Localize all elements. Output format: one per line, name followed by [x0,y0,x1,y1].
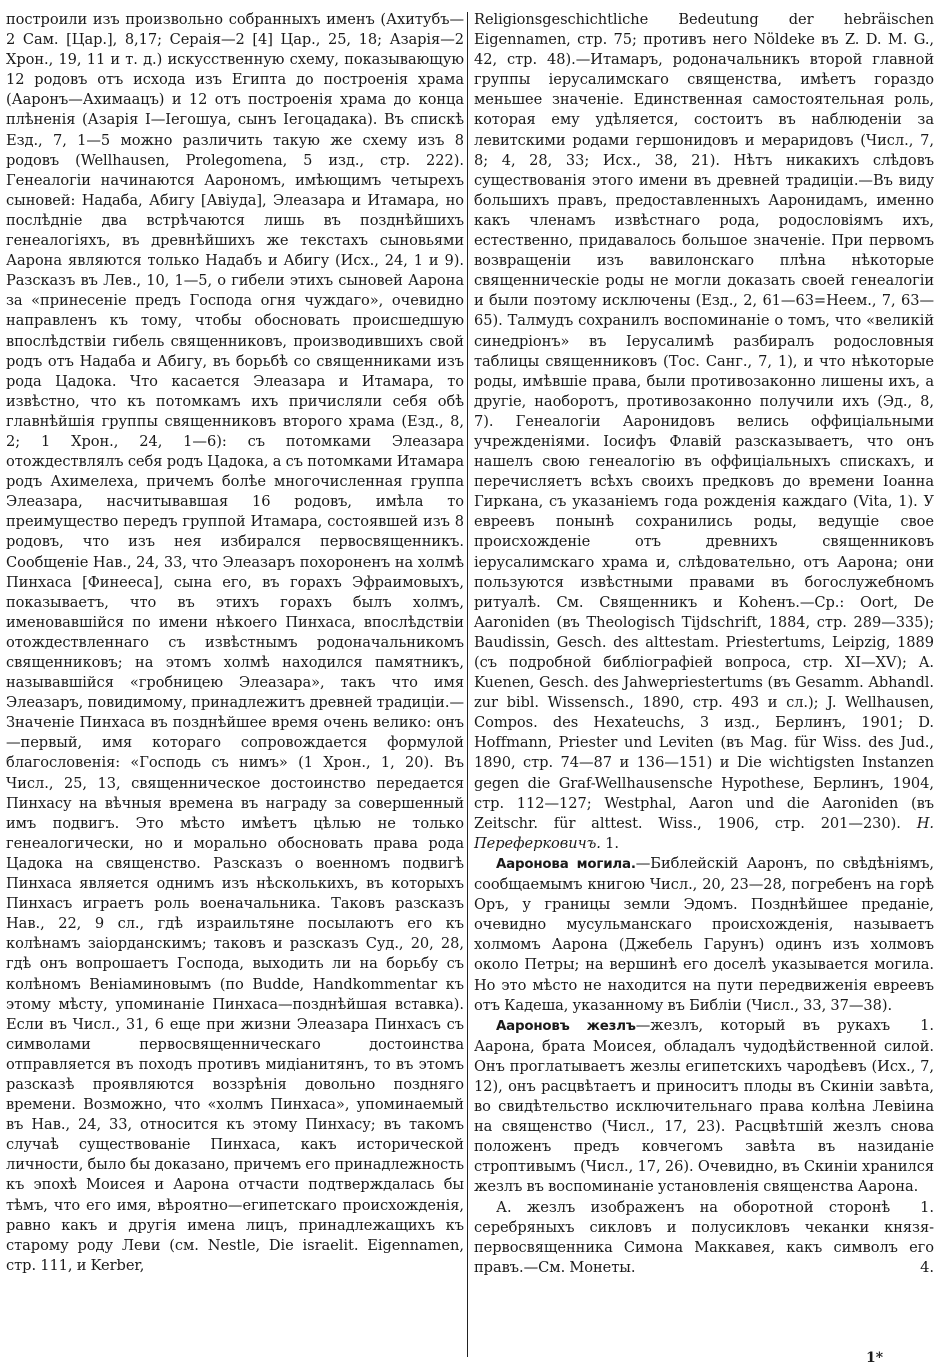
page-signature-mark: 1* [866,1350,884,1366]
continuation-paragraph [474,10,934,854]
right-column [474,10,934,1278]
entry-number-aaronov-zhezl-2: 4. [920,1258,934,1276]
entry-number-aaronov-zhezl: 1. [920,1198,934,1216]
entry-aaronov-zhezl [474,1016,934,1216]
entry-aaronov-zhezl-paragraph-2 [474,1198,934,1278]
left-column [6,10,464,1276]
continuation-text: Religionsgeschichtliche Bedeutung der hebräischen Eigennamen, стр. 75; противъ него Nöldeke въ Z. D. M. G., 42, стр. 48).—Итамаръ, родоначальникъ второй главной группы іерусалимскаго священства, имѣетъ гораздо меньшее значеніе. Единственная самостоятельная роль, которая ему удѣляется, состоитъ въ наблюденіи за левитскими родами гершонидовъ и мераридовъ (Числ., 7, 8; 4, 28, 33; Исх., 38, 21). Нѣтъ никакихъ слѣдовъ существованія этого имени въ древней традиціи.—Въ виду большихъ правъ, предоставленныхъ Ааронидамъ, именно какъ членамъ извѣстнаго рода, родословіямъ ихъ, естественно, придавалось большое значеніе. При первомъ возвращеніи изъ вавилонскаго плѣна нѣкоторые священническіе роды не могли доказать своей генеалогіи и были поэтому исключены (Езд., 2, 61—63=Неем., 7, 63—65). Талмудъ сохранилъ воспоминаніе о томъ, что «великій синедріонъ» въ Іерусалимѣ разбиралъ родословныя таблицы священниковъ (Тос. Санг., 7, 1), и что нѣкоторые роды, имѣвшіе права, были противозаконно лишены ихъ, а другіе, наоборотъ, противозаконно получили ихъ (Эд., 8, 7). Генеалогіи Ааронидовъ велись оффиціальными учрежденіями. Іосифъ Флавій разсказываетъ, что онъ нашелъ свою генеалогію въ оффиціальныхъ спискахъ, и перечисляетъ всѣхъ своихъ предковъ до времени Іоанна Гиркана, съ указаніемъ года рожденія каждаго (Vita, 1). У евреевъ понынѣ сохранились роды, ведущіе свое происхожденіе отъ древнихъ священниковъ іерусалимскаго храма и, слѣдовательно, отъ Аарона; они пользуются извѣстными правами въ богослужебномъ ритуалѣ. См. Священникъ и Коhенъ.—Ср.: Oort, De Aaroniden (въ Theologisch Tijdschrift, 1884, стр. 289—335); Baudissin, Gesch. des alttestam. Priestertums, Leipzig, 1889 (съ подробной библіографіей вопроса, стр. XI—XV); A. Kuenen, Gesch. des Jahwepriestertums (въ Gesamm. Abhandl. zur bibl. Wissensch., 1890, стр. 493 и сл.); J. Wellhausen, Compos. des Hexateuchs, 3 изд., Берлинъ, 1901; D. Hoffmann, Priester und Leviten (въ Mag. für Wiss. des Jud., 1890, стр. 74—87 и 136—151) и Die wichtigsten Instanzen gegen die Graf-Wellhausensche Hypothese, Берлинъ, 1904, стр. 112—127; Westphal, Aaron und die Aaroniden (въ Zeitschr. für alttest. Wiss., 1906, стр. 201—230). [474,11,934,832]
entry-text-aaronov-zhezl-2: А. жезлъ изображенъ на оборотной сторонѣ серебряныхъ сикловъ и полусикловъ чеканки князя-первосвященника Симона Маккавея, какъ символъ его правъ.—См. Монеты. [474,1198,934,1276]
headword-aaronov-zhezl: Аароновъ жезлъ [496,1018,636,1034]
entry-number-aaronova-mogila: 1. [920,1016,934,1034]
author-signature: Н. Переферковичъ. [474,814,934,852]
entry-text-aaronov-zhezl: —жезлъ, который въ рукахъ Аарона, брата Моисея, обладалъ чудодѣйственной силой. Онъ проглатываетъ жезлы египетскихъ чародѣевъ (Исх., 7, 12), онъ расцвѣтаетъ и приноситъ плоды въ Скиніи завѣта, во свидѣтельство исключительнаго права колѣна Левіина на священство (Числ., 17, 23). Расцвѣтшій жезлъ снова положенъ предъ ковчегомъ завѣта въ назиданіе строптивымъ (Числ., 17, 26). Очевидно, въ Скиніи хранился жезлъ въ воспоминаніе установленія священства Аарона. [474,1016,934,1196]
left-column-paragraph: построили изъ произвольно собранныхъ именъ (Ахитубъ—2 Сам. [Цар.], 8,17; Сераія—2 [4] Цар., 25, 18; Азарія—2 Хрон., 19, 11 и т. д.) искусственную схему, показывающую 12 родовъ отъ исхода изъ Египта до построенія храма (Ааронъ—Ахимаацъ) и 12 отъ построенія храма до конца плѣненія (Азарія I—Іегошуа, сынъ Іегоцадака). Въ спискѣ Езд., 7, 1—5 можно различить такую же схему изъ 8 родовъ (Wellhausen, Prolegomena, 5 изд., стр. 222). Генеалогіи начинаются Аарономъ, имѣющимъ четырехъ сыновей: Надаба, Абигу [Авіуда], Элеазара и Итамара, но послѣдніе два встрѣчаются лишь въ позднѣйшихъ генеалогіяхъ, въ древнѣйшихъ же текстахъ сыновьями Аарона являются только Надабъ и Абигу (Исх., 24, 1 и 9). Разсказъ въ Лев., 10, 1—5, о гибели этихъ сыновей Аарона за «принесеніе предъ Господа огня чуждаго», очевидно направленъ къ тому, чтобы обосновать происшедшую впослѣдствіи гибель священниковъ, производившихъ свой родъ отъ Надаба и Абигу, въ борьбѣ со священниками изъ рода Цадока. Что касается Элеазара и Итамара, то извѣстно, что къ потомкамъ ихъ причисляли себя обѣ главнѣйшія группы священниковъ второго храма (Езд., 8, 2; 1 Хрон., 24, 1—6): съ потомками Элеазара отождествлялъ себя родъ Цадока, а съ потомками Итамара родъ Ахимелеха, причемъ болѣе многочисленная группа Элеазара, насчитывавшая 16 родовъ, имѣла то преимущество передъ группой Итамара, состоявшей изъ 8 родовъ, что изъ нея избирался первосвященникъ. Сообщеніе Нав., 24, 33, что Элеазаръ похороненъ на холмѣ Пинхаса [Финееса], сына его, въ горахъ Эфраимовыхъ, показываетъ, что въ этихъ горахъ былъ холмъ, именовавшійся по имени нѣкоего Пинхаса, впослѣдствіи отождествленнаго съ извѣстнымъ родоначальникомъ священниковъ; на этомъ холмѣ находился памятникъ, называвшійся «гробницею Элеазара», такъ что имя Элеазаръ, повидимому, принадлежитъ древней традиціи.—Значеніе Пинхаса въ позднѣйшее время очень велико: онъ—первый, имя котораго сопровождается формулой благословенія: «Господь съ нимъ» (1 Хрон., 1, 20). Въ Числ., 25, 13, священническое достоинство передается Пинхасу на вѣчныя времена въ награду за совершенный имъ подвигъ. Это мѣсто имѣетъ цѣлью не только генеалогически, но и морально обосновать права рода Цадока на священство. Разсказъ о военномъ подвигѣ Пинхаса является однимъ изъ нѣсколькихъ, въ которыхъ Пинхасъ играетъ роль военачальника. Таковъ разсказъ Нав., 22, 9 сл., гдѣ израильтяне посылаютъ его къ колѣнамъ заіорданскимъ; таковъ и разсказъ Суд., 20, 28, гдѣ онъ вопрошаетъ Господа, выходить ли на борьбу съ колѣномъ Веніаминовымъ (по Budde, Handkommentar къ этому мѣсту, упоминаніе Пинхаса—позднѣйшая вставка). Если въ Числ., 31, 6 еще при жизни Элеазара Пинхасъ съ символами первосвященническаго достоинства отправляется въ походъ противъ мидіанитянъ, то въ этомъ разсказѣ проявляются воззрѣнія довольно поздняго времени. Возможно, что «холмъ Пинхаса», упоминаемый въ Нав., 24, 33, относится къ этому Пинхасу; въ такомъ случаѣ существованіе Пинхаса, какъ исторической личности, было бы доказано, причемъ его принадлежность къ эпохѣ Моисея и Аарона отчасти подтверждалась бы тѣмъ, что его имя, вѣроятно—египетскаго происхожденія, равно какъ и другія имена лицъ, принадлежащихъ къ старому роду Леви (см. Nestle, Die israelit. Eigennamen, стр. 111, и Kerber, [6,11,464,1274]
entry-text-aaronova-mogila: —Библейскій Ааронъ, по свѣдѣніямъ, сообщаемымъ книгою Числ., 20, 23—28, погребенъ на горѣ Оръ, у границы земли Эдомъ. Позднѣйшее преданіе, очевидно мусульманскаго происхожденія, называетъ холмомъ Аарона (Джебель Гарунъ) одинъ изъ холмовъ около Петры; на вершинѣ его доселѣ указывается могила. Но это мѣсто не находится на пути передвиженія евреевъ отъ Кадеша, указанному въ Библіи (Числ., 33, 37—38). [474,854,934,1014]
author-number: 1. [605,834,619,852]
headword-aaronova-mogila: Ааронова могила. [496,856,636,872]
column-divider [467,12,468,1357]
